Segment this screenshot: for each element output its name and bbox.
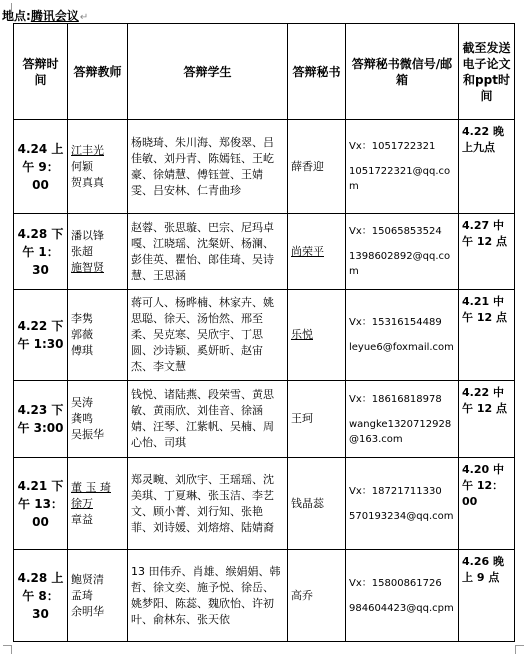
table-row <box>14 120 515 214</box>
wechat-id: Vx：15065853524 <box>349 226 442 237</box>
contact-cell <box>346 290 459 381</box>
paragraph-mark-icon: ↵ <box>79 12 89 23</box>
location-line <box>2 7 88 24</box>
teacher-cell <box>68 290 128 381</box>
table-row <box>14 381 515 458</box>
contact-cell <box>346 120 459 214</box>
header-teachers: 答辩教师 <box>68 24 128 120</box>
table-row <box>14 290 515 381</box>
contact-cell <box>346 550 459 642</box>
header-deadline: 截至发送电子论文和ppt时间 <box>459 24 515 120</box>
secretary-name: 高乔 <box>288 550 346 642</box>
student-list: 钱悦、诸陆燕、段荣雪、黄思敏、黄雨欣、刘佳音、徐涵婧、汪琴、江紫帆、吴楠、周心怡、司琪 <box>128 381 288 458</box>
student-list: 郑灵畹、刘欣宇、王瑶瑶、沈美琪、丁夏琳、张玉洁、李艺文、顾小菁、刘行知、张艳菲、刘诗媛、刘熔熔、陆婧裔 <box>128 458 288 550</box>
teacher-name: 张超 <box>71 244 93 258</box>
defense-time: 4.23 下午 3:00 <box>14 381 68 458</box>
table-row <box>14 214 515 290</box>
header-secretary: 答辩秘书 <box>288 24 346 120</box>
location-label: 地点: <box>2 9 31 23</box>
teacher-name: 吴涛 <box>71 396 93 409</box>
defense-time: 4.28 下午 1：30 <box>14 214 68 290</box>
defense-time: 4.28 上午 8：30 <box>14 550 68 642</box>
deadline: 4.22 中午 12 点 <box>459 381 515 458</box>
email-address: wangke1320712928@163.com <box>349 418 452 445</box>
defense-time: 4.22 下午 1:30 <box>14 290 68 381</box>
teacher-name: 孟琦 <box>71 588 93 602</box>
student-list: 赵蓉、张思璇、巴宗、尼玛卓嘎、江晓瑶、沈粲妍、杨澜、彭佳英、瞿怡、郎佳琦、吴诗慧、王思涵 <box>128 214 288 290</box>
header-time: 答辩时间 <box>14 24 68 120</box>
defense-time: 4.21 下午 13：00 <box>14 458 68 550</box>
page-corner-mark <box>515 645 524 654</box>
teacher-cell <box>68 381 128 458</box>
deadline: 4.27 中午 12 点 <box>459 214 515 290</box>
teacher-name: 徐万 <box>71 496 93 510</box>
deadline: 4.20 中午 12：00 <box>459 458 515 550</box>
wechat-id: Vx：15800861726 <box>349 577 442 589</box>
teacher-name: 章益 <box>71 512 93 526</box>
deadline: 4.22 晚上九点 <box>459 120 515 214</box>
email-address: 1051722321@qq.com <box>349 166 451 192</box>
email-address: leyue6@foxmail.com <box>349 342 454 353</box>
wechat-id: Vx：18616818978 <box>349 393 442 405</box>
email-address: 984604423@qq.cpm <box>349 602 454 614</box>
secretary-name: 乐悦 <box>288 290 346 381</box>
teacher-name: 李隽 <box>71 312 93 325</box>
header-contact: 答辩秘书微信号/邮箱 <box>346 24 459 120</box>
teacher-name: 龚鸣 <box>71 412 93 425</box>
teacher-name: 傅琪 <box>71 344 93 357</box>
secretary-name: 薛香迎 <box>288 120 346 214</box>
wechat-id: Vx：15316154489 <box>349 317 442 328</box>
secretary-name: 尚荣平 <box>288 214 346 290</box>
deadline: 4.21 中午 12 点 <box>459 290 515 381</box>
table-row <box>14 458 515 550</box>
teacher-name: 鲍贤清 <box>71 572 104 586</box>
teacher-cell <box>68 458 128 550</box>
table-row <box>14 550 515 642</box>
email-address: 1398602892@qq.com <box>349 251 451 277</box>
teacher-name: 贺真真 <box>71 175 104 189</box>
header-students: 答辩学生 <box>128 24 288 120</box>
teacher-name: 何颖 <box>71 159 93 173</box>
teacher-name: 董 玉 琦 <box>71 480 111 494</box>
contact-cell <box>346 214 459 290</box>
defense-schedule-table <box>13 23 515 642</box>
email-address: 570193234@qq.com <box>349 510 454 522</box>
location-value: 腾讯会议 <box>30 9 79 23</box>
teacher-cell <box>68 214 128 290</box>
teacher-name: 郭薇 <box>71 328 93 341</box>
contact-cell <box>346 381 459 458</box>
defense-time: 4.24 上午 9：00 <box>14 120 68 214</box>
table-header-row <box>14 24 515 120</box>
teacher-name: 施智贤 <box>71 260 104 274</box>
secretary-name: 钱晶蕊 <box>288 458 346 550</box>
deadline: 4.26 晚上 9 点 <box>459 550 515 642</box>
teacher-name: 吴振华 <box>71 428 104 441</box>
wechat-id: Vx：1051722321 <box>349 141 436 152</box>
teacher-name: 余明华 <box>71 604 104 618</box>
teacher-name: 江丰光 <box>71 143 104 157</box>
student-list: 杨晓琦、朱川海、郑俊翠、吕佳敏、刘丹青、陈嫣钰、王屹豪、徐婧慧、傅钰萱、王婧雯、吕安林、仁青曲珍 <box>128 120 288 214</box>
teacher-name: 潘以锋 <box>71 228 104 242</box>
student-list: 13 田伟乔、肖雄、缑娟娟、韩哲、徐文奕、施予悦、徐岳、姚梦阳、陈蕊、魏欣怡、许初叶、俞林东、张天依 <box>128 550 288 642</box>
teacher-cell <box>68 550 128 642</box>
student-list: 蒋可人、杨晔楠、林家卉、姚思聪、徐天、汤怡然、邢至柔、吴克寒、吴欣宇、丁思圆、沙诗颖、奚妍昕、赵宙杰、李文慧 <box>128 290 288 381</box>
contact-cell <box>346 458 459 550</box>
page-corner-mark <box>3 645 12 654</box>
teacher-cell <box>68 120 128 214</box>
wechat-id: Vx：18721711330 <box>349 485 442 497</box>
secretary-name: 王珂 <box>288 381 346 458</box>
